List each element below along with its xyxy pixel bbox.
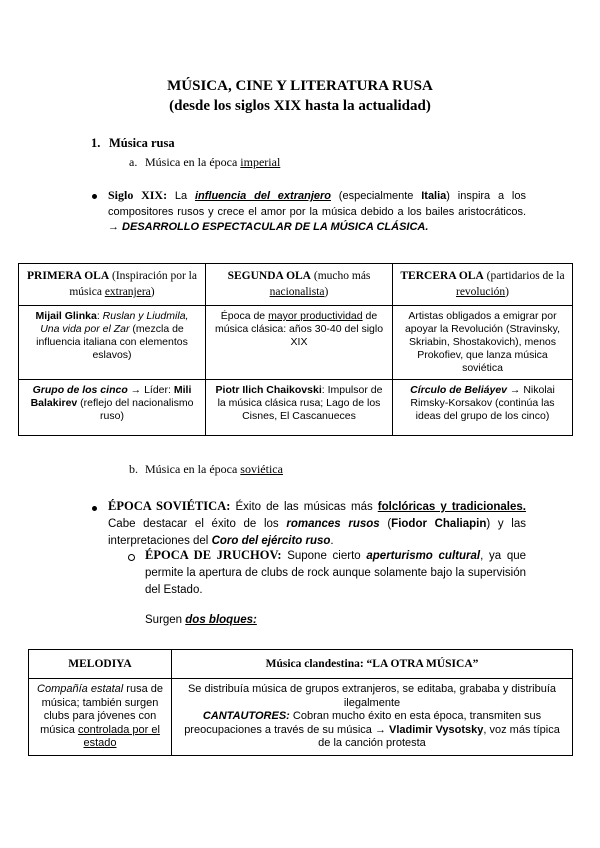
subsection-b-heading: Música en la época soviética — [145, 462, 283, 476]
cell-glinka: Mijail Glinka: Ruslan y Liudmila, Una vida por el Zar (mezcla de influencia italiana con elementos eslavos) — [19, 306, 206, 380]
cell-chaikovski: Piotr Ilich Chaikovski: Impulsor de la música clásica rusa; Lago de los Cisnes, El Cascanueces — [206, 380, 393, 436]
cell-melodiya: Compañía estatal rusa de música; también surgen clubs para jóvenes con música controlada por el estado — [29, 679, 172, 756]
bloques-table — [28, 649, 573, 756]
siglo-xix-conclusion: → DESARROLLO ESPECTACULAR DE LA MÚSICA CLÁSICA. — [108, 221, 429, 233]
header-tercera-ola: TERCERA OLA (partidarios de la revolución) — [393, 264, 573, 306]
bullet-icon — [92, 506, 97, 511]
cell-beliayev: Círculo de Beliáyev → Nikolai Rimsky-Korsakov (continúa las ideas del grupo de los cinco) — [393, 380, 573, 436]
bloques-line: Surgen dos bloques: — [145, 614, 257, 626]
header-segunda-ola: SEGUNDA OLA (mucho más nacionalista) — [206, 264, 393, 306]
jruchov-paragraph: ÉPOCA DE JRUCHOV: Supone cierto aperturismo cultural, ya que permite la apertura de clubs de rock aunque solamente bajo la supervisión del Estado. — [145, 548, 527, 596]
cell-tercera-artistas: Artistas obligados a emigrar por apoyar la Revolución (Stravinsky, Skriabin, Shostakovich), menos Prokofiev, que lanza música soviética — [393, 306, 573, 380]
cell-grupo-cinco: Grupo de los cinco → Líder: Mili Balakirev (reflejo del nacionalismo ruso) — [19, 380, 206, 436]
section-number: 1. — [91, 136, 101, 150]
header-musica-clandestina: Música clandestina: “LA OTRA MÚSICA” — [172, 650, 573, 679]
section-heading: Música rusa — [109, 136, 175, 150]
sovietica-paragraph: ÉPOCA SOVIÉTICA: Éxito de las músicas más folclóricas y tradicionales. Cabe destacar el éxito de los romances rusos (Fiodor Chaliapin) y las interpretaciones del Coro del ejército ruso. — [108, 499, 526, 547]
header-primera-ola: PRIMERA OLA (Inspiración por la música extranjera) — [19, 264, 206, 306]
subsection-a-heading: Música en la época imperial — [145, 155, 281, 169]
siglo-xix-paragraph: Siglo XIX: La influencia del extranjero (especialmente Italia) inspira a los compositores rusos y crece el amor por la música debido a los bailes aristocráticos. — [108, 188, 526, 218]
subsection-b-marker: b. — [129, 462, 138, 476]
subsection-a-marker: a. — [129, 155, 138, 169]
document-title: MÚSICA, CINE Y LITERATURA RUSA — [167, 78, 433, 94]
cell-segunda-epoca: Época de mayor productividad de música clásica: años 30-40 del siglo XIX — [206, 306, 393, 380]
olas-table — [18, 263, 573, 436]
cell-clandestina: Se distribuía música de grupos extranjeros, se editaba, grababa y distribuía ilegalmente CANTAUTORES: Cobran mucho éxito en esta época, transmiten sus preocupaciones a través de su música → Vladimir Vysotsky, voz más típica de la canción protesta — [172, 679, 573, 756]
hollow-bullet-icon — [128, 554, 135, 561]
bullet-icon — [92, 194, 97, 199]
header-melodiya: MELODIYA — [29, 650, 172, 679]
document-subtitle: (desde los siglos XIX hasta la actualidad) — [169, 98, 431, 114]
